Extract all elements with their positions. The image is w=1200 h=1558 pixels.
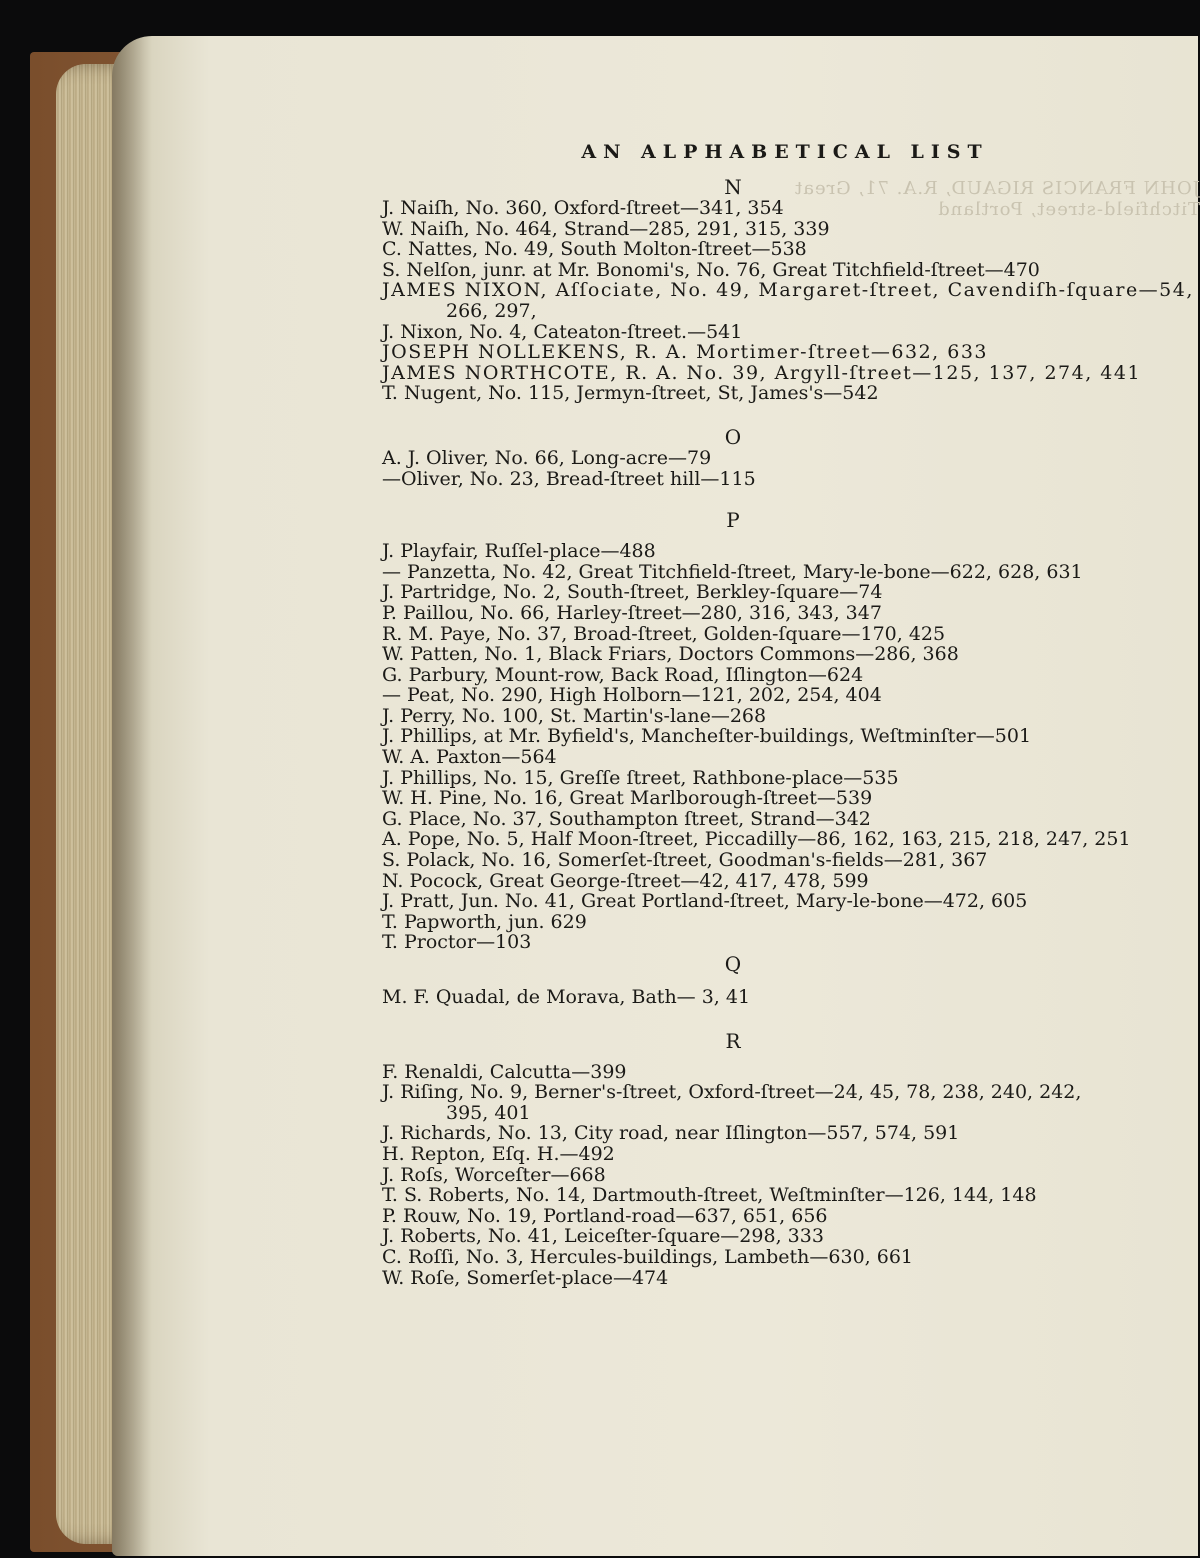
list-item: G. Place, No. 37, Southampton ſtreet, Strand—342 — [382, 807, 871, 830]
list-item: J. Pratt, Jun. No. 41, Great Portland-ſtreet, Mary-le-bone—472, 605 — [382, 890, 1028, 913]
list-item: T. Papworth, jun. 629 — [382, 910, 587, 933]
list-item: W. Patten, No. 1, Black Friars, Doctors Commons—286, 368 — [382, 643, 959, 666]
list-item: C. Roſſi, No. 3, Hercules-buildings, Lambeth—630, 661 — [382, 1245, 914, 1268]
bleed-through-text: JOHN FRANCIS RIGAUD, R.A. 71, Great Titchfield-street, Portland — [794, 178, 1200, 220]
list-item: J. Roberts, No. 41, Leiceſter-ſquare—298, 333 — [382, 1225, 824, 1248]
running-head: AN ALPHABETICAL LIST — [581, 141, 989, 163]
list-item: S. Nelſon, junr. at Mr. Bonomi's, No. 76, Great Titchfield-ſtreet—470 — [382, 258, 1040, 281]
list-item: J. Roſs, Worceſter—668 — [382, 1163, 606, 1186]
list-item: J. Phillips, at Mr. Byfield's, Mancheſter-buildings, Weſtminſter—501 — [382, 725, 1032, 748]
list-item: J. Perry, No. 100, St. Martin's-lane—268 — [382, 704, 767, 727]
list-item: J. Partridge, No. 2, South-ſtreet, Berkley-ſquare—74 — [382, 581, 883, 604]
list-item: J. Playfair, Ruſſel-place—488 — [382, 540, 656, 563]
section-letter-r: R — [725, 1028, 741, 1053]
section-letter-n: N — [724, 175, 742, 199]
list-item: N. Pocock, Great George-ſtreet—42, 417, 478, 599 — [382, 869, 869, 892]
list-item: T. Nugent, No. 115, Jermyn-ſtreet, St, James's—542 — [382, 382, 879, 405]
list-item: — Peat, No. 290, High Holborn—121, 202, 254, 404 — [382, 684, 882, 707]
list-item: W. A. Paxton—564 — [382, 746, 557, 769]
list-item: JAMES NORTHCOTE, R. A. No. 39, Argyll-ſtreet—125, 137, 274, 441 — [382, 361, 1142, 384]
page-content — [382, 140, 1194, 1289]
list-item: G. Parbury, Mount-row, Back Road, Iſlington—624 — [382, 663, 864, 686]
list-item-continuation: 395, 401 — [446, 1101, 531, 1124]
list-item: JAMES NIXON, Aſſociate, No. 49, Margaret-ſtreet, Cavendiſh-ſquare—54, — [382, 279, 1194, 302]
list-item: H. Repton, Eſq. H.—492 — [382, 1142, 615, 1165]
list-item: J. Naiſh, No. 360, Oxford-ſtreet—341, 354 — [382, 197, 784, 219]
list-item: P. Paillou, No. 66, Harley-ſtreet—280, 316, 343, 347 — [382, 601, 882, 624]
list-item: —Oliver, No. 23, Bread-ſtreet hill—115 — [382, 467, 756, 490]
list-item: M. F. Quadal, de Morava, Bath— 3, 41 — [382, 986, 751, 1008]
list-item: R. M. Paye, No. 37, Broad-ſtreet, Golden-ſquare—170, 425 — [382, 622, 946, 645]
list-item: JOSEPH NOLLEKENS, R. A. Mortimer-ſtreet—632, 633 — [382, 341, 989, 364]
list-item: A. J. Oliver, No. 66, Long-acre—79 — [382, 446, 712, 469]
list-item: — Panzetta, No. 42, Great Titchfield-ſtreet, Mary-le-bone—622, 628, 631 — [382, 560, 1083, 583]
list-item: S. Polack, No. 16, Somerſet-ſtreet, Goodman's-fields—281, 367 — [382, 849, 988, 872]
section-letter-q: Q — [724, 952, 742, 976]
list-item: T. S. Roberts, No. 14, Dartmouth-ſtreet, Weſtminſter—126, 144, 148 — [382, 1184, 1037, 1207]
list-item: J. Richards, No. 13, City road, near Iſlington—557, 574, 591 — [382, 1122, 960, 1145]
list-item: J. Phillips, No. 15, Greſſe ſtreet, Rathbone-place—535 — [382, 766, 899, 789]
list-item: J. Riſing, No. 9, Berner's-ſtreet, Oxford-ſtreet—24, 45, 78, 238, 240, 242, — [382, 1081, 1082, 1104]
list-item: C. Nattes, No. 49, South Molton-ſtreet—538 — [382, 238, 807, 261]
list-item: P. Rouw, No. 19, Portland-road—637, 651, 656 — [382, 1204, 828, 1227]
section-letter-p: P — [726, 508, 740, 533]
list-item: W. H. Pine, No. 16, Great Marlborough-ſtreet—539 — [382, 787, 873, 810]
list-item-continuation: 266, 297, — [446, 299, 537, 322]
list-item: W. Roſe, Somerſet-place—474 — [382, 1266, 669, 1289]
section-letter-o: O — [724, 424, 742, 449]
list-item: J. Nixon, No. 4, Cateaton-ſtreet.—541 — [382, 320, 743, 343]
page-gutter-shadow — [112, 36, 152, 1556]
list-item: T. Proctor—103 — [382, 931, 532, 954]
list-item: F. Renaldi, Calcutta—399 — [382, 1060, 627, 1083]
list-item: A. Pope, No. 5, Half Moon-ſtreet, Piccadilly—86, 162, 163, 215, 218, 247, 251 — [382, 828, 1131, 851]
list-item: W. Naiſh, No. 464, Strand—285, 291, 315, 339 — [382, 217, 830, 240]
